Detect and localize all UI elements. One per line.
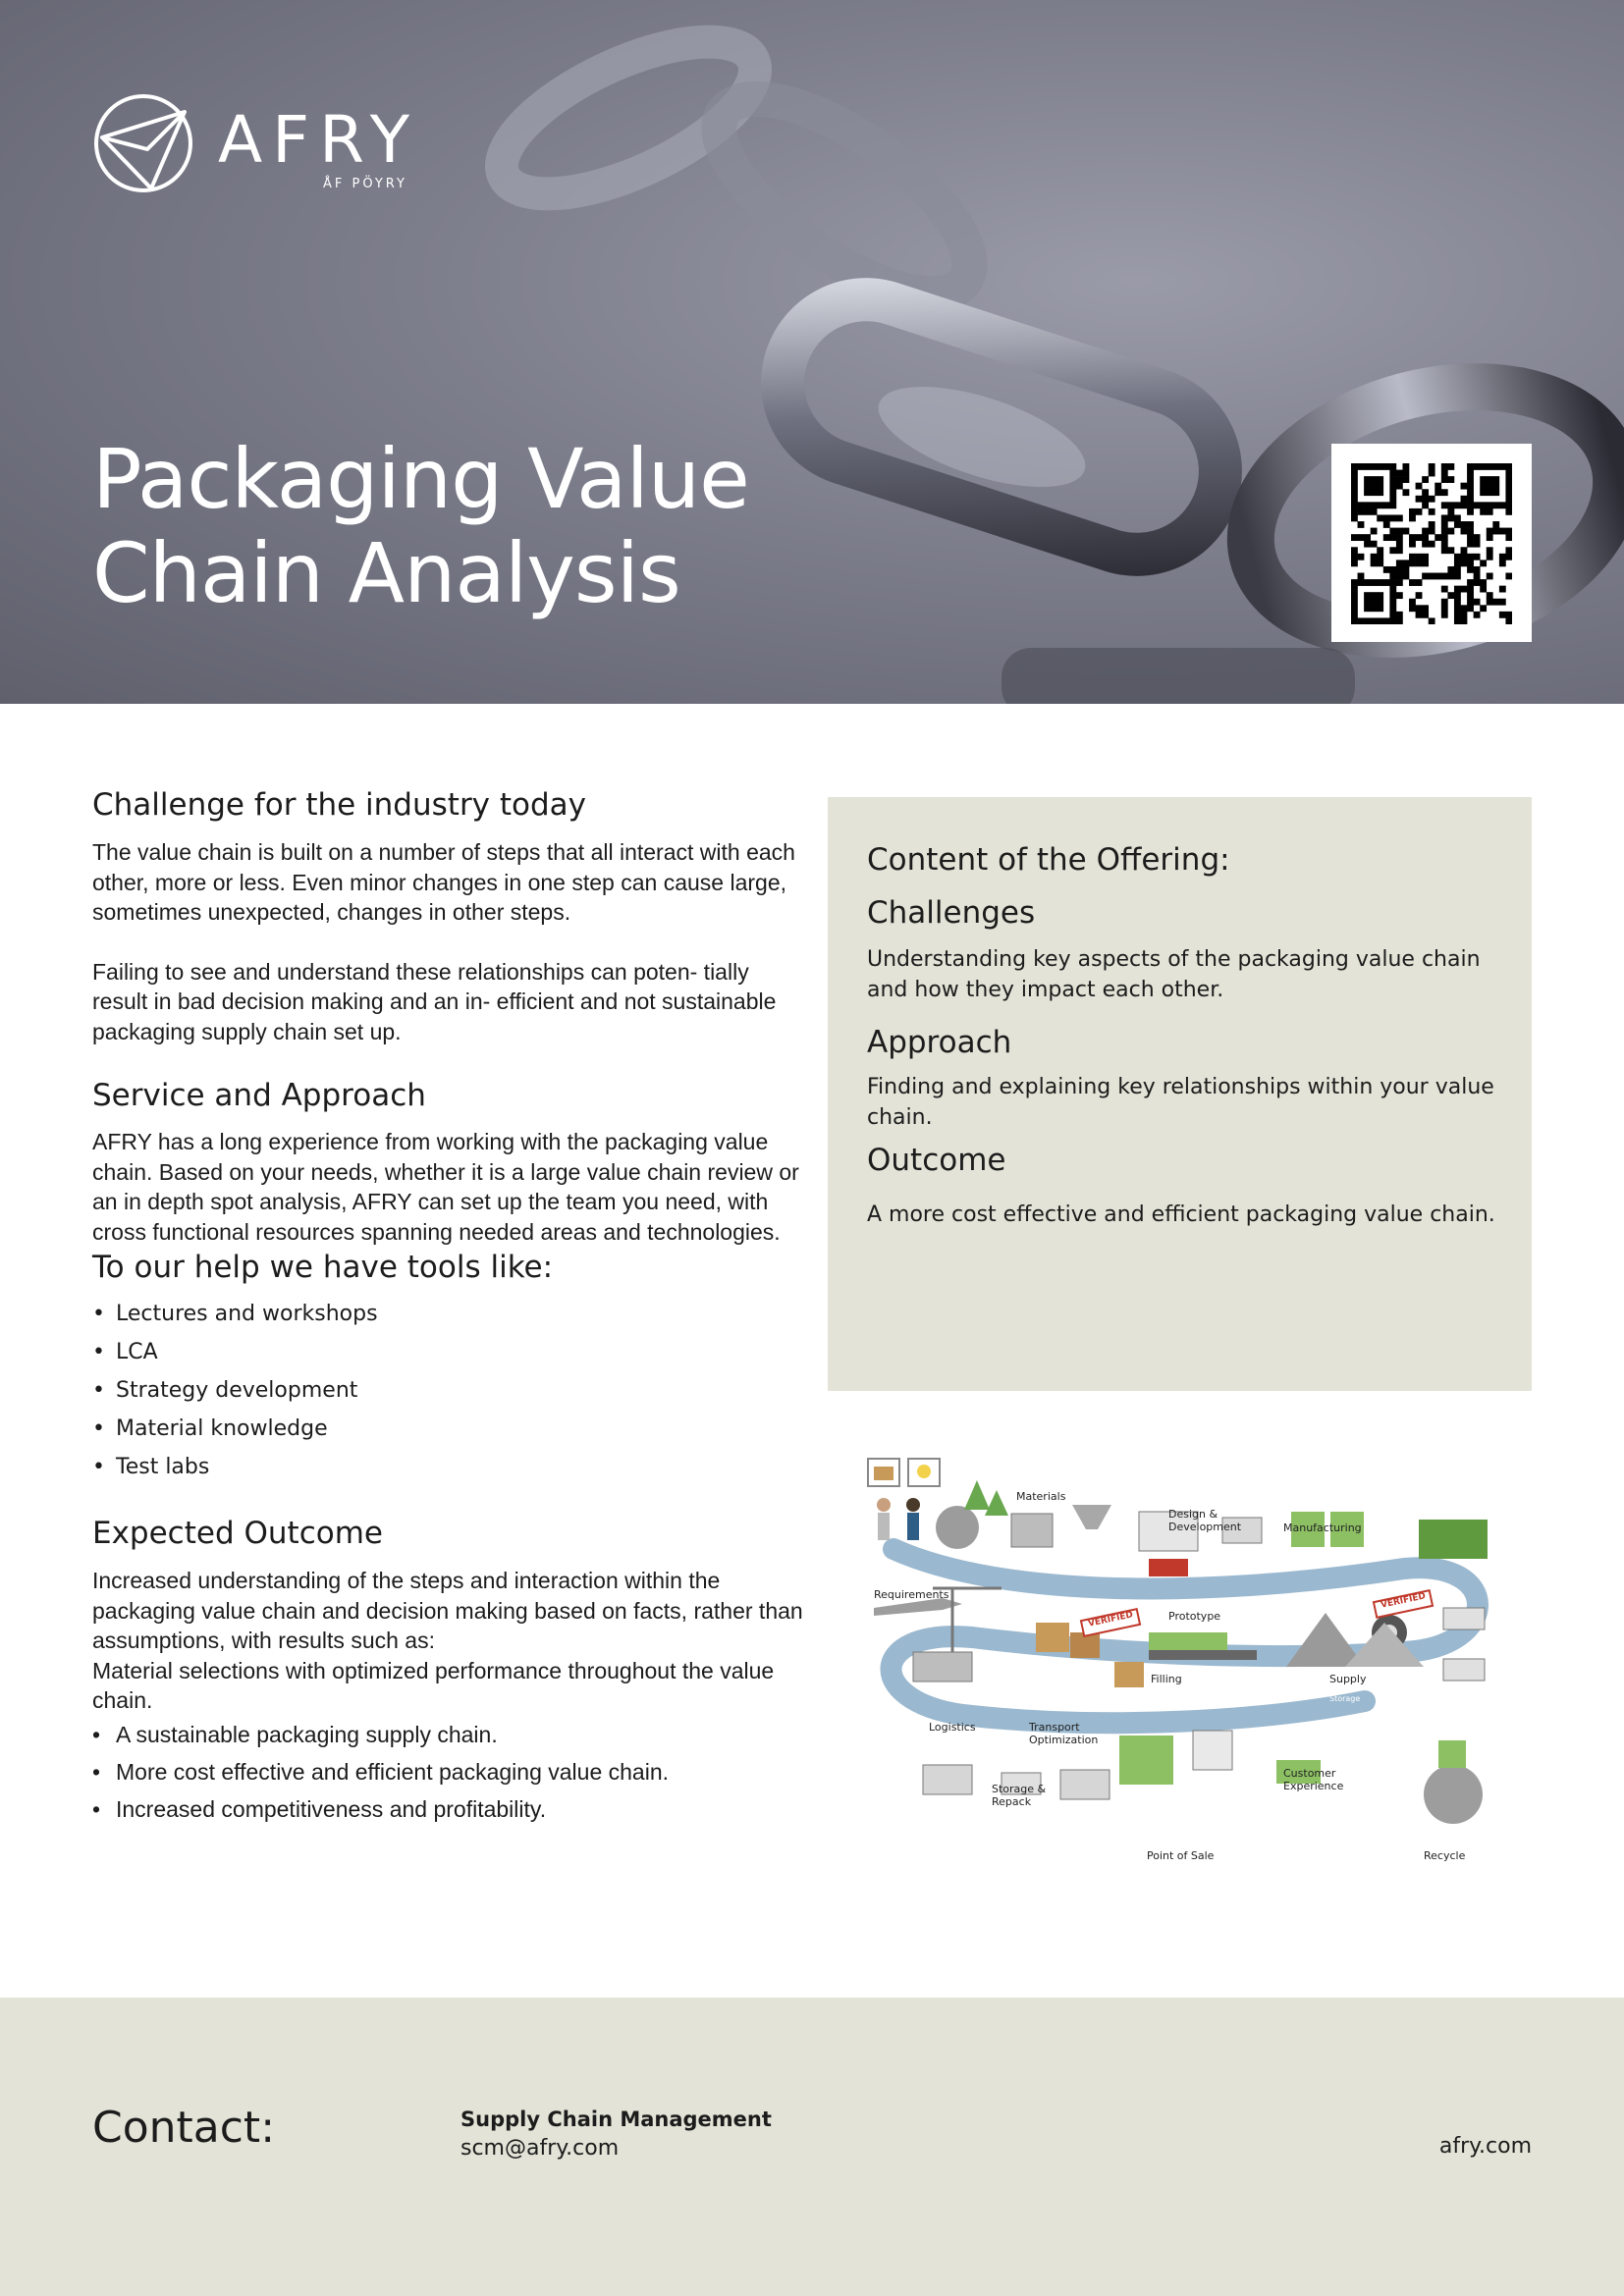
- illustration-label-prototype: Prototype: [1168, 1610, 1221, 1623]
- illustration-label-supply: Supply: [1329, 1673, 1367, 1685]
- offering-approach-heading: Approach: [867, 1025, 1012, 1060]
- illustration-label-verified: VERIFIED: [1380, 1591, 1427, 1611]
- outcome-heading: Expected Outcome: [92, 1516, 383, 1551]
- list-item: • More cost effective and efficient packaging value chain.: [92, 1753, 809, 1790]
- illustration-label-materials: Materials: [1016, 1490, 1066, 1503]
- page-title-line1: Packaging Value: [92, 431, 749, 527]
- illustration-label-customer: Customer Experience: [1283, 1767, 1344, 1792]
- offering-panel: [828, 797, 1532, 1391]
- offering-outcome-heading: Outcome: [867, 1143, 1006, 1178]
- outcome-paragraph-2: Material selections with optimized performance throughout the value chain.: [92, 1657, 775, 1713]
- brand-name: AFRY: [218, 102, 420, 178]
- illustration-label-logistics: Logistics: [929, 1721, 976, 1734]
- illustration-label-filling: Filling: [1151, 1673, 1182, 1685]
- offering-approach-text: Finding and explaining key relationships within your value chain.: [867, 1075, 1494, 1130]
- illustration-label-recycle: Recycle: [1424, 1849, 1466, 1862]
- value-chain-illustration: [854, 1451, 1512, 1873]
- illustration-label-verified: VERIFIED: [1087, 1610, 1134, 1629]
- list-item: • Increased competitiveness and profitability.: [92, 1790, 809, 1828]
- list-item: • Test labs: [92, 1448, 809, 1486]
- tools-list: [92, 1295, 809, 1486]
- illustration-label-point-of-sale: Point of Sale: [1147, 1849, 1215, 1862]
- outcome-paragraph-1: Increased understanding of the steps and interaction within the packaging value chain and decision making based on facts, rather than assumptions, with results such as:: [92, 1568, 803, 1653]
- challenge-heading: Challenge for the industry today: [92, 787, 587, 823]
- illustration-label-design: Design & Development: [1168, 1508, 1242, 1533]
- illustration-label-storage: Storage: [1329, 1694, 1361, 1703]
- page-title-line2: Chain Analysis: [92, 525, 680, 621]
- offering-challenges-heading: Challenges: [867, 895, 1036, 931]
- service-heading: Service and Approach: [92, 1078, 426, 1113]
- illustration-label-storage: Storage: [933, 1794, 964, 1803]
- illustration-label-storage: Storage: [1062, 1802, 1094, 1811]
- challenge-paragraph-2: Failing to see and understand these relationships can poten- tially result in bad decision making and an in- efficient and not sustainable packaging supply chain set up.: [92, 958, 777, 1044]
- tools-heading: To our help we have tools like:: [92, 1250, 554, 1285]
- offering-challenges-text: Understanding key aspects of the packaging value chain and how they impact each other.: [867, 947, 1481, 1002]
- list-item: • Material knowledge: [92, 1410, 809, 1448]
- illustration-label-manufacturing: Manufacturing: [1283, 1522, 1362, 1534]
- offering-heading: Content of the Offering:: [867, 842, 1230, 878]
- website-link[interactable]: afry.com: [1438, 2134, 1532, 2159]
- contact-department: Supply Chain Management: [460, 2108, 772, 2131]
- contact-email-link[interactable]: scm@afry.com: [460, 2136, 620, 2161]
- outcome-list: [92, 1716, 809, 1828]
- list-item: • LCA: [92, 1333, 809, 1371]
- main-content-column: [92, 785, 809, 1828]
- list-item: • Strategy development: [92, 1371, 809, 1410]
- contact-label: Contact:: [92, 2103, 276, 2153]
- illustration-label-storage-repack: Storage & Repack: [992, 1783, 1047, 1808]
- afry-logo-icon: [92, 92, 194, 194]
- afry-logo[interactable]: [92, 92, 446, 200]
- qr-code[interactable]: [1331, 444, 1532, 642]
- illustration-label-requirements: Requirements: [874, 1588, 949, 1601]
- page-title: [92, 432, 878, 620]
- list-item: • A sustainable packaging supply chain.: [92, 1716, 809, 1753]
- service-paragraph: AFRY has a long experience from working with the packaging value chain. Based on your needs, whether it is a large value chain review or an in depth spot analysis, AFRY can set up the team you need, with cross functional resources spanning needed areas and technologies.: [92, 1129, 799, 1245]
- hero-banner: [0, 0, 1624, 704]
- list-item: • Lectures and workshops: [92, 1295, 809, 1333]
- brand-subtitle: ÅF PÖYRY: [323, 177, 407, 191]
- challenge-paragraph-1: The value chain is built on a number of steps that all interact with each other, more or less. Even minor changes in one step can cause large, sometimes unexpected, changes in other steps.: [92, 839, 795, 925]
- qr-code-icon: [1351, 463, 1512, 624]
- offering-outcome-text: A more cost effective and efficient packaging value chain.: [867, 1202, 1495, 1227]
- illustration-label-transport: Transport Optimization: [1029, 1721, 1099, 1746]
